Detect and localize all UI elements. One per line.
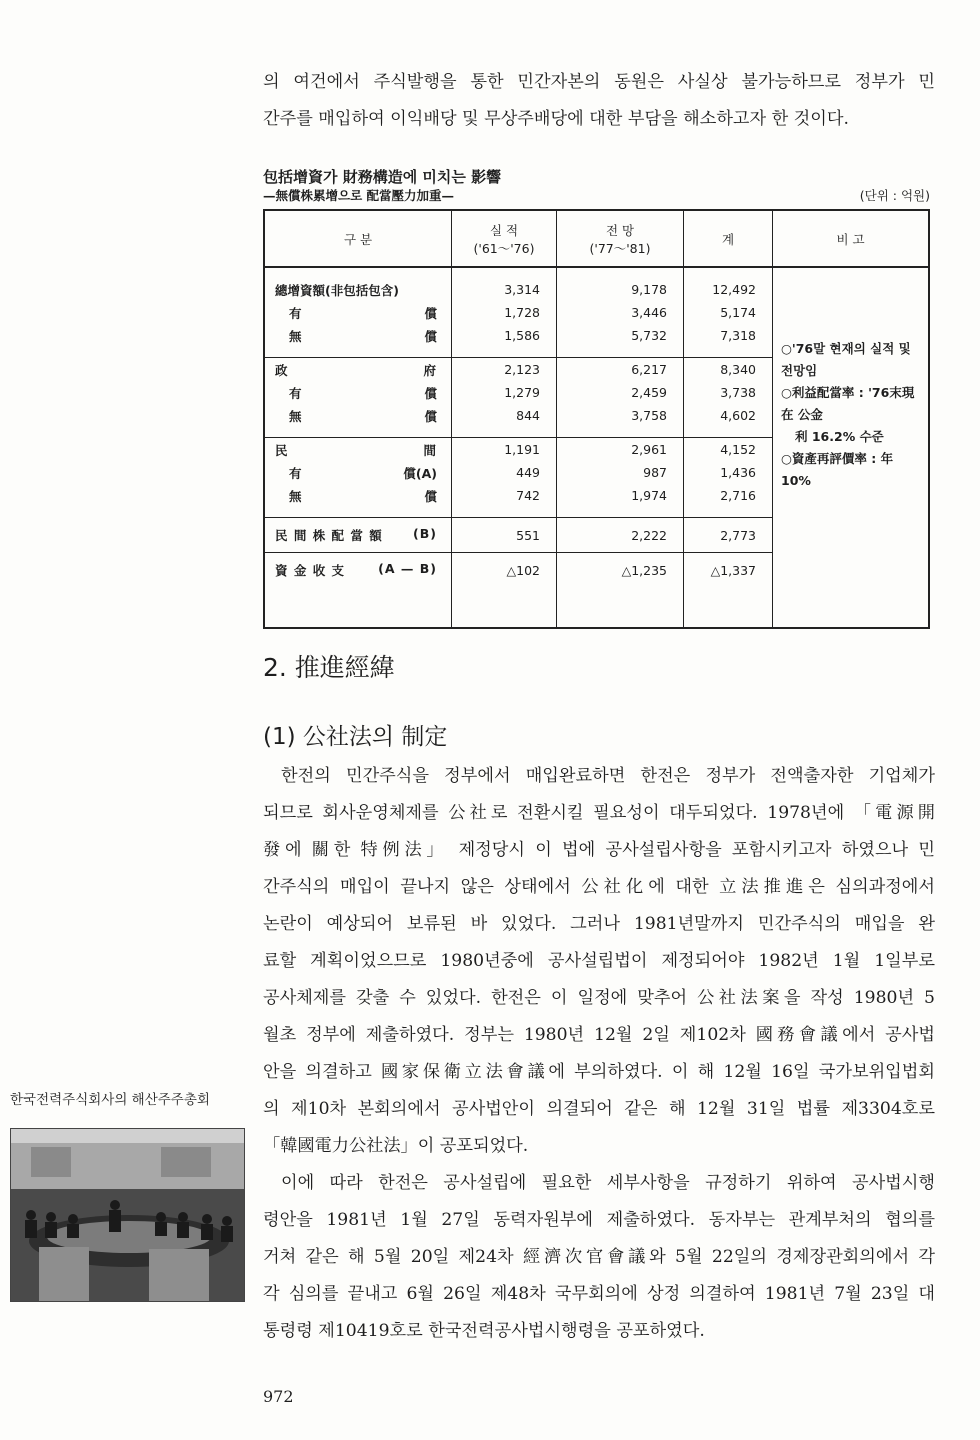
row-label-right: (A — B) xyxy=(378,561,437,576)
header-forecast-period: ('77～'81) xyxy=(589,240,651,256)
text-line: 이에 따라 한전은 공사설립에 필요한 세부사항을 규정하기 위하여 공사법시행 xyxy=(281,1173,935,1193)
remark-line: 利 16.2% 수준 xyxy=(795,429,884,444)
text-line: 각 심의를 끝내고 6월 26일 제48차 국무회의에 상정 의결하여 1981년 7월 23일 대 xyxy=(263,1284,935,1304)
cell-total: 2,716 xyxy=(684,484,773,507)
text-line: 의 여건에서 주식발행을 통한 민간자본의 동원은 사실상 불가능하므로 정부가 민 xyxy=(263,72,935,92)
header-category: 구 분 xyxy=(264,210,452,267)
cell-forecast: △1,235 xyxy=(557,553,684,588)
row-label xyxy=(264,438,452,462)
cell-forecast: 6,217 xyxy=(557,358,684,382)
row-label xyxy=(264,358,452,382)
cell-forecast: 987 xyxy=(557,461,684,484)
row-label-left: 有 xyxy=(289,465,302,481)
text-line: 거쳐 같은 해 5월 20일 제24차 經濟次官會議와 5월 22일의 경제장관회의에서 각 xyxy=(263,1247,935,1267)
row-label xyxy=(264,461,452,484)
cell-total: 4,152 xyxy=(684,438,773,462)
paragraph-2 xyxy=(263,1165,935,1350)
row-label-right: 償 xyxy=(424,305,437,321)
row-label-left: 資 金 收 支 xyxy=(275,563,346,578)
cell-forecast: 1,974 xyxy=(557,484,684,507)
cell-actual: 449 xyxy=(452,461,557,484)
subsection-title: (1) 公社法의 制定 xyxy=(263,724,448,750)
row-label-left: 民 xyxy=(275,442,289,458)
cell-actual: 551 xyxy=(452,518,557,553)
section-title: 2. 推進經緯 xyxy=(263,653,395,682)
row-label-right: 償 xyxy=(424,328,437,344)
text-line: 「韓國電力公社法」이 공포되었다. xyxy=(263,1136,529,1156)
cell-forecast: 2,961 xyxy=(557,438,684,462)
cell-actual: 1,586 xyxy=(452,324,557,347)
cell-total: 1,436 xyxy=(684,461,773,484)
row-label xyxy=(264,381,452,404)
cell-total: 8,340 xyxy=(684,358,773,382)
row-label-right: 府 xyxy=(423,362,437,378)
row-label xyxy=(264,324,452,347)
remark-line: ○資產再評價率 : 年 10% xyxy=(781,451,894,488)
text-line: 發에 關한 特例法」 제정당시 이 법에 공사설립사항을 포함시키고자 하였으나 민 xyxy=(263,840,935,860)
row-label-right: 償 xyxy=(424,488,437,504)
remark-line: ○利益配當率 : '76末現在 公金 xyxy=(781,385,915,422)
finance-table xyxy=(263,209,930,629)
row-label-right: (B) xyxy=(413,526,437,541)
row-label-left: 無 xyxy=(289,328,302,344)
text-line: 논란이 예상되어 보류된 바 있었다. 그러나 1981년말까지 민간주식의 매입을 완 xyxy=(263,914,935,934)
table-title: 包括增資가 財務構造에 미치는 影響 xyxy=(263,168,502,186)
cell-forecast: 3,446 xyxy=(557,301,684,324)
table-subtitle: —無償株累增으로 配當壓力加重— xyxy=(263,188,455,203)
cell-forecast: 2,459 xyxy=(557,381,684,404)
row-label: 總增資額(非包括包含) xyxy=(264,278,452,301)
cell-actual: 2,123 xyxy=(452,358,557,382)
text-line: 안을 의결하고 國家保衛立法會議에 부의하였다. 이 해 12월 16일 국가보위입법회 xyxy=(263,1062,935,1082)
row-label-left: 政 xyxy=(275,362,289,378)
text-line: 통령령 제10419호로 한국전력공사법시행령을 공포하였다. xyxy=(263,1321,705,1341)
cell-total: 5,174 xyxy=(684,301,773,324)
row-label-left: 無 xyxy=(289,408,302,424)
text-line: 한전의 민간주식을 정부에서 매입완료하면 한전은 정부가 전액출자한 기업체가 xyxy=(281,766,935,786)
row-label-right: 間 xyxy=(423,442,437,458)
header-forecast xyxy=(557,210,684,267)
remarks-cell xyxy=(773,267,930,617)
cell-forecast: 3,758 xyxy=(557,404,684,427)
text-line: 월초 정부에 제출하였다. 정부는 1980년 12월 2일 제102차 國務會議에서 공사법 xyxy=(263,1025,935,1045)
header-remarks: 비 고 xyxy=(773,210,930,267)
meeting-photo xyxy=(10,1128,245,1302)
header-actual-label: 실 적 xyxy=(489,222,519,238)
cell-actual: 844 xyxy=(452,404,557,427)
text-line: 간주를 매입하여 이익배당 및 무상주배당에 대한 부담을 해소하고자 한 것이다. xyxy=(263,109,849,129)
row-label-left: 有 xyxy=(289,305,302,321)
text-line: 료할 계획이었으므로 1980년중에 공사설립법이 제정되어야 1982년 1월 1일부로 xyxy=(263,951,935,971)
cell-total: 3,738 xyxy=(684,381,773,404)
photo-caption: 한국전력주식회사의 해산주주총회 xyxy=(10,1092,210,1108)
cell-total: 7,318 xyxy=(684,324,773,347)
cell-forecast: 5,732 xyxy=(557,324,684,347)
row-label-left: 民 間 株 配 當 額 xyxy=(275,528,383,543)
text-line: 공사체제를 갖출 수 있었다. 한전은 이 일정에 맞추어 公社法案을 작성 1980년 5 xyxy=(263,988,935,1008)
cell-total: 2,773 xyxy=(684,518,773,553)
row-label xyxy=(264,553,452,588)
row-label-left: 有 xyxy=(289,385,302,401)
cell-actual: 1,191 xyxy=(452,438,557,462)
row-label-right: 償 xyxy=(424,385,437,401)
remark-line: ○'76말 현재의 실적 및 전망임 xyxy=(781,341,911,378)
meeting-photo-image xyxy=(11,1129,244,1301)
text-line: 령안을 1981년 1월 27일 동력자원부에 제출하였다. 동자부는 관계부처의 협의를 xyxy=(263,1210,935,1230)
row-label xyxy=(264,301,452,324)
cell-forecast: 2,222 xyxy=(557,518,684,553)
cell-total: 4,602 xyxy=(684,404,773,427)
row-label-right: 償 xyxy=(424,408,437,424)
header-forecast-label: 전 망 xyxy=(605,222,635,238)
page-number: 972 xyxy=(263,1387,294,1406)
cell-actual: 3,314 xyxy=(452,278,557,301)
cell-forecast: 9,178 xyxy=(557,278,684,301)
header-total: 계 xyxy=(684,210,773,267)
table-unit: (단위 : 억원) xyxy=(859,188,930,203)
row-label xyxy=(264,404,452,427)
row-label xyxy=(264,518,452,553)
header-actual-period: ('61～'76) xyxy=(473,240,535,256)
row-label-left: 無 xyxy=(289,488,302,504)
cell-actual: △102 xyxy=(452,553,557,588)
cell-total: 12,492 xyxy=(684,278,773,301)
cell-actual: 742 xyxy=(452,484,557,507)
text-line: 간주식의 매입이 끝나지 않은 상태에서 公社化에 대한 立法推進은 심의과정에서 xyxy=(263,877,935,897)
text-line: 되므로 회사운영체제를 公社로 전환시킬 필요성이 대두되었다. 1978년에 「電源開 xyxy=(263,803,935,823)
row-label-right: 償(A) xyxy=(403,465,437,481)
cell-actual: 1,728 xyxy=(452,301,557,324)
cell-total: △1,337 xyxy=(684,553,773,588)
row-label xyxy=(264,484,452,507)
text-line: 의 제10차 본회의에서 공사법안이 의결되어 같은 해 12월 31일 법률 제3304호로 xyxy=(263,1099,935,1119)
paragraph-1 xyxy=(263,758,935,1165)
table-header-row xyxy=(264,210,929,267)
intro-paragraph xyxy=(263,64,935,138)
header-actual xyxy=(452,210,557,267)
cell-actual: 1,279 xyxy=(452,381,557,404)
